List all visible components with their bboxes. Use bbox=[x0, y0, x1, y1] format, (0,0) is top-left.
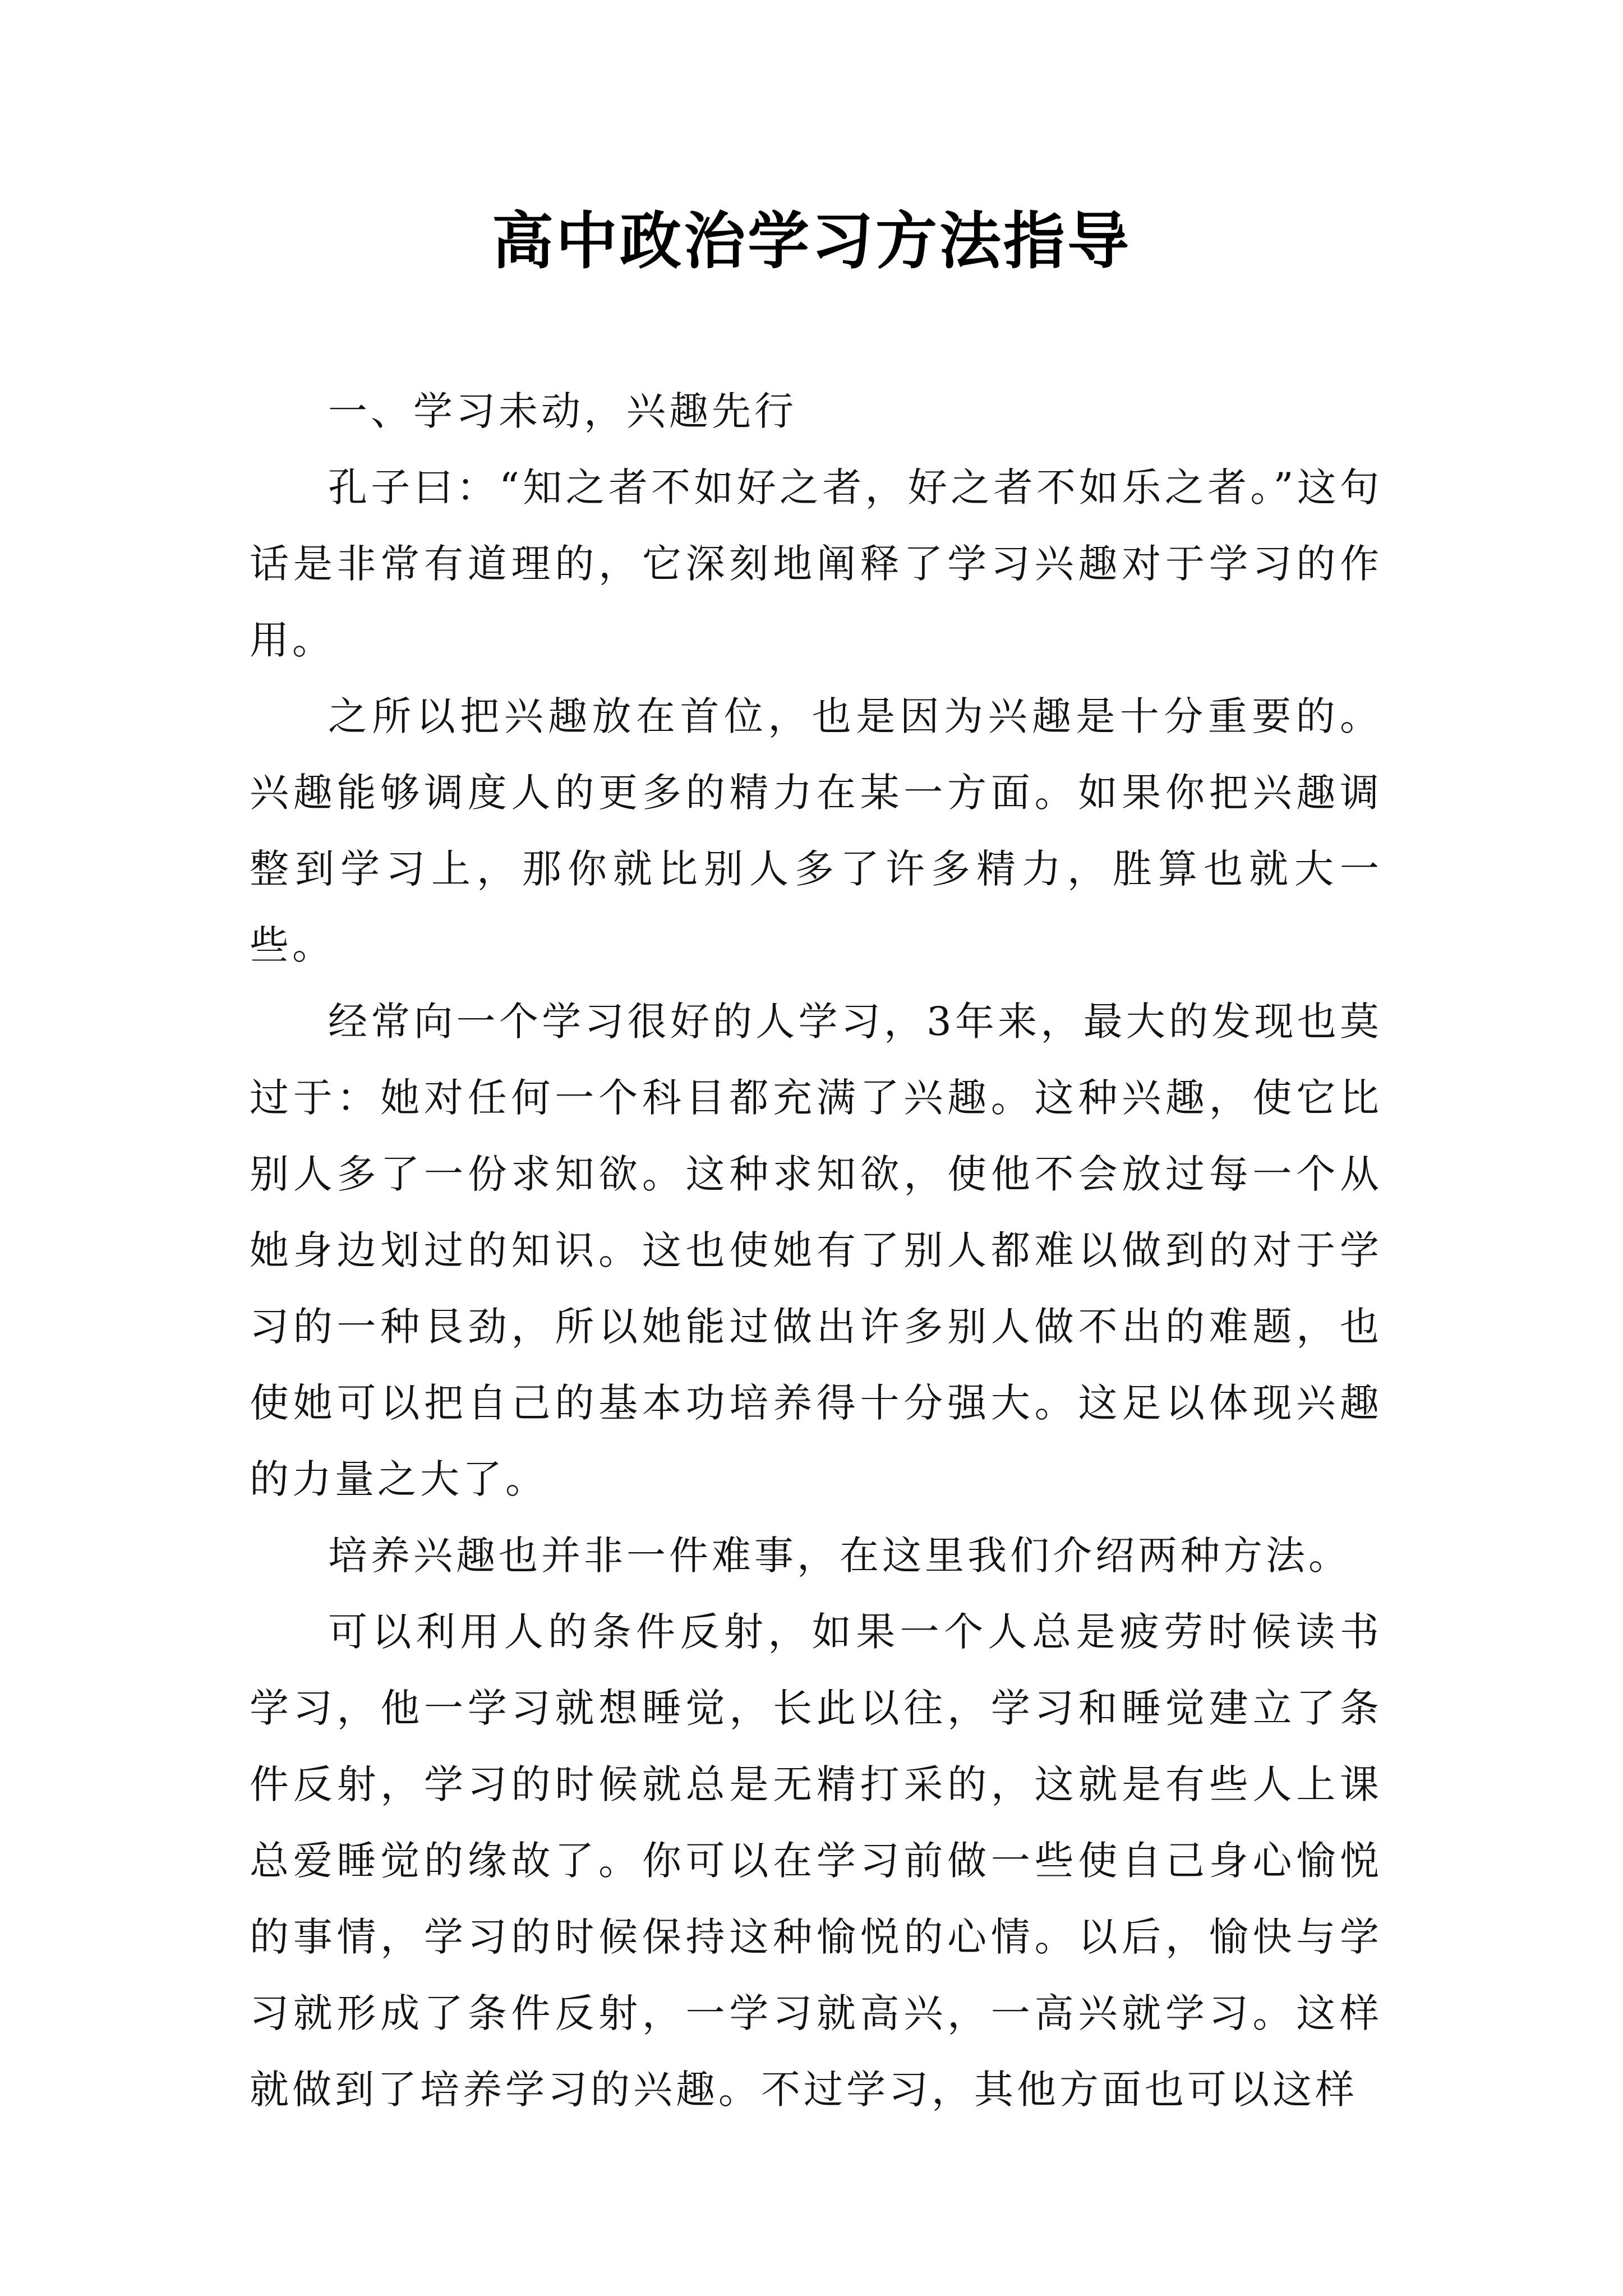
paragraph-two-methods: 培养兴趣也并非一件难事，在这里我们介绍两种方法。 bbox=[328, 1533, 1351, 1579]
paragraph-confucius-quote: 孔子曰：“知之者不如好之者，好之者不如乐之者。”这句话是非常有道理的，它深刻地阐释了学习兴趣对于学习的作用。 bbox=[250, 464, 1382, 663]
section-heading: 一、学习未动，兴趣先行 bbox=[328, 388, 797, 434]
document-title: 高中政治学习方法指导 bbox=[492, 205, 1131, 277]
paragraph-good-student: 经常向一个学习很好的人学习，3年来，最大的发现也莫过于：她对任何一个科目都充满了兴趣。这种兴趣，使它比别人多了一份求知欲。这种求知欲，使他不会放过每一个从她身边划过的知识。这也使她有了别人都难以做到的对于学习的一种艮劲，所以她能过做出许多别人做不出的难题，也使她可以把自己的基本功培养得十分强大。这足以体现兴趣的力量之大了。 bbox=[250, 999, 1382, 1502]
document-body bbox=[250, 373, 1382, 2128]
paragraph-interest-first: 之所以把兴趣放在首位，也是因为兴趣是十分重要的。兴趣能够调度人的更多的精力在某一方面。如果你把兴趣调整到学习上，那你就比别人多了许多精力，胜算也就大一些。 bbox=[250, 693, 1382, 968]
paragraph-conditioned-reflex: 可以利用人的条件反射，如果一个人总是疲劳时候读书学习，他一学习就想睡觉，长此以往，学习和睡觉建立了条件反射，学习的时候就总是无精打采的，这就是有些人上课总爱睡觉的缘故了。你可以在学习前做一些使自己身心愉悦的事情，学习的时候保持这种愉悦的心情。以后，愉快与学习就形成了条件反射，一学习就高兴，一高兴就学习。这样就做到了培养学习的兴趣。不过学习，其他方面也可以这样 bbox=[250, 1609, 1382, 2113]
